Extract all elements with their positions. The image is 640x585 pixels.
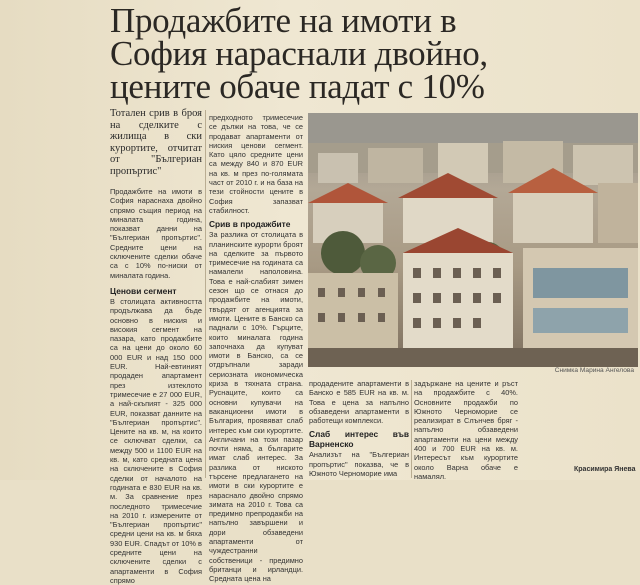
article-column-3 [309, 379, 409, 480]
body-paragraph: продадените апартаменти в Банско е 585 EUR на кв. м. Това е цена за напълно обзаведени апартаменти в работещи комплекси. [309, 379, 409, 426]
intro-paragraph: Продажбите на имоти в София нараснаха двойно спрямо същия период на миналата година, показват данни на "Бългериан пропъртис". Средните цени на сключените сделки обаче са с 10% по-ниски от миналата година. [110, 187, 202, 280]
photo-illustration [308, 113, 638, 367]
subhead-sales-collapse: Срив в продажбите [209, 219, 291, 230]
body-paragraph: За разлика от столицата в планинските курорти броят на сделките за първото тримесечие на годината са намалели наполовина. Това е най-слабият зимен сезон що се отнася до продажбите на имоти, твърдят от агенцията за имоти. Цените в Банско са паднали с 10%. Гърците, които миналата година започнаха да купуват имоти в Банско, са се отдръпнали заради сериозната икономическа криза в тяхната страна. Руснаците, които са основни купувачи на ваканционни имоти в България, проявяват слаб интерес към ски курортите. Англичани на този пазар почти няма, а българите имат слаб интерес. За разлика от ниското търсене предлагането на имоти в ски курортите е нараснало двойно спрямо зимата на 2010 г. Това са предимно препродажби на напълно завършени и дори обзаведени апартаменти от чуждестранни собственици - предимно британци и ирландци. Средната цена на [209, 230, 303, 584]
headline-line-3: цените обаче падат с 10% [110, 67, 485, 106]
article-column-4 [414, 379, 518, 481]
subhead-price-segment: Ценови сегмент [110, 285, 177, 296]
body-paragraph: предходното тримесечие се дължи на това, че се продават апартаменти от ниския ценови сегмент. Като цяло средните цени са между 840 и 870 EUR на кв. м през по-голямата част от 2010 г. и на база на тези стойности цените в София запазват стабилност. [209, 113, 303, 215]
author-byline: Красимира Янева [574, 466, 636, 473]
body-paragraph: Анализът на "Бългериан пропъртис" показва, че в Южното Черноморие има [309, 450, 409, 479]
article-column-2 [209, 113, 303, 584]
headline-line-1: Продажбите на имоти в [110, 1, 457, 40]
article-column-1 [110, 108, 202, 585]
body-paragraph: задържане на цените и ръст на продажбите с 40%. Основните продажби по Южното Черноморие се реализират в Слънчев бряг - напълно обзаведени апартаменти на цени между 400 и 700 EUR на кв. м. Интересът към курортите около Варна обаче е намалял. [414, 379, 518, 481]
article-lead: Тотален срив в броя на сделките с жилища в ски курортите, отчитат от "Бългериан пропъртис" [110, 108, 202, 177]
headline-line-2: София нараснали двойно, [110, 34, 488, 73]
column-divider [411, 380, 412, 478]
article-headline [110, 1, 630, 106]
subhead-varna-interest: Слаб интерес във Варненско [309, 429, 409, 450]
body-paragraph: В столицата активността продължава да бъде основно в ниския и високия сегмент на пазара, като продажбите са на цени до около 60 000 EUR и над 150 000 EUR. Най-евтиният продаден апартамент през изтеклото тримесечие е 27 000 EUR, а най-скъпият - 325 000 EUR, показват данните на "Бългериан пропъртис". Цените на кв. м, на които се сключват сделки, са между 500 и 1100 EUR на кв. м, като средната цена на сключените в София сделки от началото на годината е 830 EUR на кв. м. За сравнение през последното тримесечие на 2010 г. измерените от "Бългериан пропъртис" средни цени на кв. м бяха 930 EUR. Спадът от 10% в средните цени на сключените сделки с апартаменти в София спрямо [110, 296, 202, 585]
photo-caption: Снимка Марина Ангелова [554, 367, 634, 374]
column-divider [205, 110, 206, 478]
city-rooftops-photo [308, 113, 638, 367]
